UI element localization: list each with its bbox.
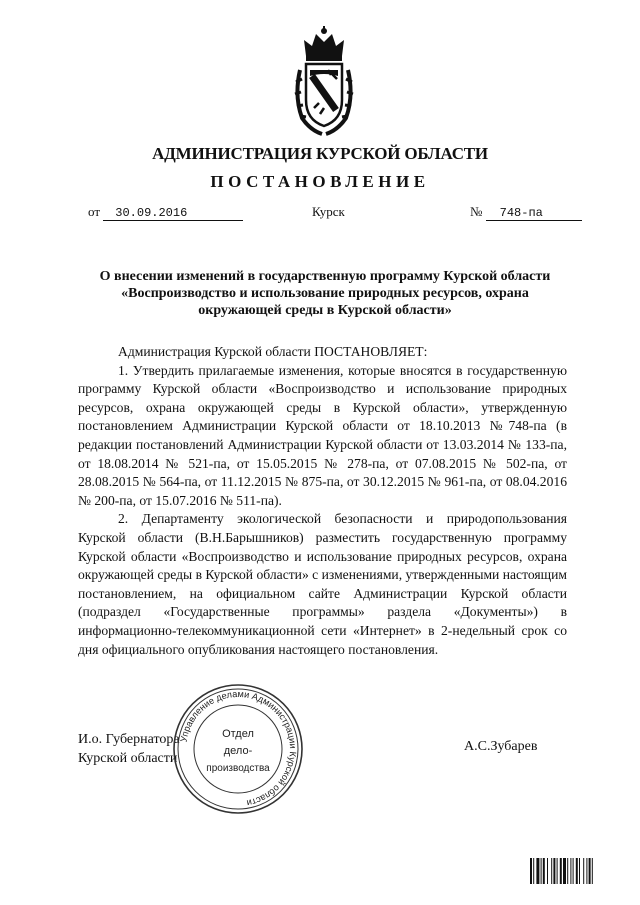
organization-title: АДМИНИСТРАЦИЯ КУРСКОЙ ОБЛАСТИ bbox=[152, 144, 488, 163]
signatory-position-line1: И.о. Губернатора bbox=[78, 732, 180, 747]
signatory-position bbox=[78, 730, 180, 768]
document-date bbox=[88, 204, 243, 221]
stamp-center-line3: производства bbox=[206, 763, 270, 774]
resolution-lead: Администрация Курской области ПОСТАНОВЛЯЕТ: bbox=[118, 344, 428, 359]
document-body bbox=[78, 343, 567, 659]
document-type-title: ПОСТАНОВЛЕНИЕ bbox=[210, 172, 430, 191]
paragraph-1: 1. Утвердить прилагаемые изменения, которые вносятся в государственную программу Курской области «Воспроизводство и использование природных ресурсов, охрана окружающей среды в Курской области», утвержденную постановлением Администрации Курской области от 18.10.2013 №748-па (в редакции постановлений Администрации Курской области от 13.03.2014 № 133-па, от 18.08.2014 № 521-па, от 15.05.2015 № 278-па, от 07.08.2015 № 502-па, от 28.08.2015 № 564-па, от 11.12.2015 № 875-па, от 30.12.2015 № 961-па, от 08.04.2016 № 200-па, от 15.07.2016 № 511-па). bbox=[78, 362, 567, 508]
number-prefix: № bbox=[470, 204, 483, 219]
signatory-name: А.С.Зубарев bbox=[464, 739, 538, 754]
paragraph-2: 2. Департаменту экологической безопасности и природопользования Курской области (В.Н.Барышников) разместить государственную программу Курской области «Воспроизводство и использование природных ресурсов, охрана окружающей среды в Курской области» с изменениями, утвержденными настоящим постановлением, на официальном сайте Администрации Курской области (подраздел «Государственные программы» раздела «Документы») в информационно-телекоммуникационной сети «Интернет» в 2-недельный срок со дня официального опубликования настоящего постановления. bbox=[78, 511, 567, 657]
signatory-position-line2: Курской области bbox=[78, 751, 178, 766]
stamp-center-line1: Отдел bbox=[222, 728, 254, 740]
barcode-icon bbox=[530, 858, 622, 884]
number-value: 748-па bbox=[486, 206, 582, 221]
stamp-ring-text: Управление делами Администрации Курской области bbox=[178, 688, 299, 809]
date-value: 30.09.2016 bbox=[103, 206, 243, 221]
date-prefix: от bbox=[88, 204, 101, 219]
document-number bbox=[470, 204, 582, 221]
document-subject: О внесении изменений в государственную программу Курской области «Воспроизводство и использование природных ресурсов, охрана окружающей среды в Курской области» bbox=[99, 269, 551, 318]
stamp-center-line2: дело- bbox=[223, 745, 253, 757]
document-city: Курск bbox=[312, 204, 345, 219]
kursk-coat-of-arms-icon bbox=[292, 26, 356, 138]
office-stamp-icon bbox=[171, 682, 305, 816]
